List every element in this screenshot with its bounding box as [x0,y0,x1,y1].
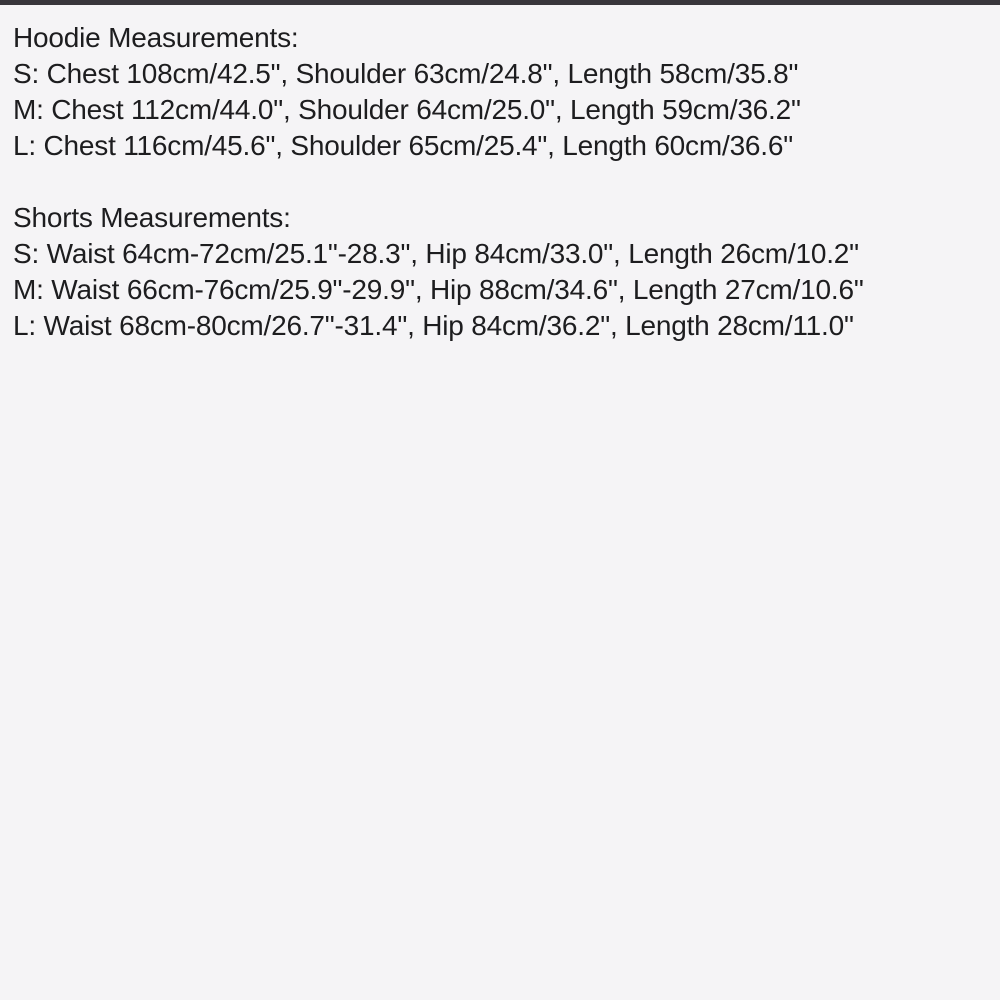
shorts-size-m-line: M: Waist 66cm-76cm/25.9"-29.9", Hip 88cm/34.6", Length 27cm/10.6" [13,274,864,305]
shorts-section-title: Shorts Measurements: [13,202,291,233]
hoodie-size-l-line: L: Chest 116cm/45.6", Shoulder 65cm/25.4", Length 60cm/36.6" [13,130,793,161]
shorts-size-s-line: S: Waist 64cm-72cm/25.1"-28.3", Hip 84cm/33.0", Length 26cm/10.2" [13,238,859,269]
shorts-measurements-section [13,200,990,344]
hoodie-section-title: Hoodie Measurements: [13,22,299,53]
hoodie-measurements-section [13,20,990,164]
size-chart [0,5,1000,344]
hoodie-size-m-line: M: Chest 112cm/44.0", Shoulder 64cm/25.0", Length 59cm/36.2" [13,94,801,125]
shorts-size-l-line: L: Waist 68cm-80cm/26.7"-31.4", Hip 84cm/36.2", Length 28cm/11.0" [13,310,854,341]
hoodie-size-s-line: S: Chest 108cm/42.5", Shoulder 63cm/24.8", Length 58cm/35.8" [13,58,799,89]
